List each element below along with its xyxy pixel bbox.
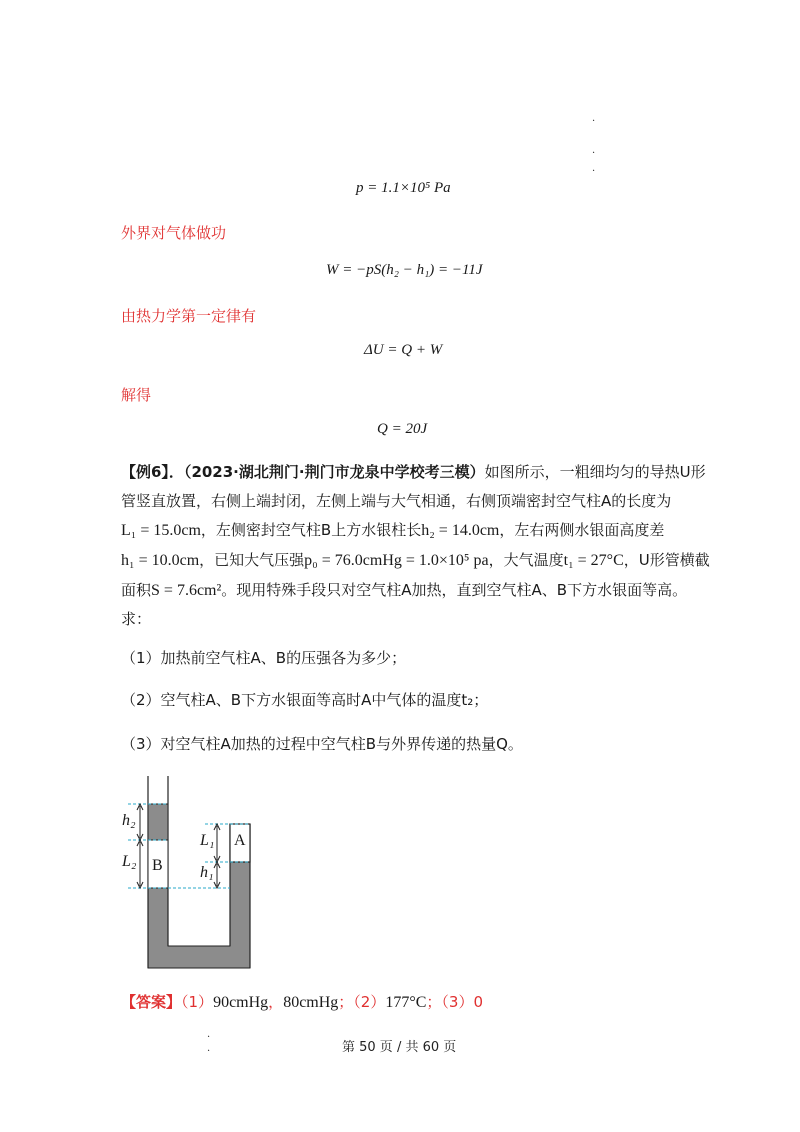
decorative-dot: · [592,148,596,159]
math-t1: t₁ = 27°C [563,552,624,569]
mercury-column-h2 [148,804,168,840]
example-line4-text: ，已知大气压强 [199,551,305,569]
example-line-2: 管竖直放置，右侧上端封闭，左侧上端与大气相通，右侧顶端密封空气柱A的长度为 [121,492,672,510]
example-line5-text: 面积 [121,581,152,599]
example-line4-text3: ，U形管横截 [623,551,710,569]
answer-line [121,992,483,1013]
example-line-6: 求： [121,610,152,628]
figure-label-h2: h₂ [122,812,136,829]
math-h1: h₁ = 10.0cm [121,552,200,569]
example-line-3 [121,520,664,541]
example-line4-text2: ，大气温度 [488,551,564,569]
equation-first-law: ΔU = Q + W [364,342,443,358]
decorative-dot: · [592,116,596,127]
figure-label-h1: h₁ [200,864,214,881]
example-line-4 [121,550,710,571]
page-number-footer: 第 50 页 / 共 60 页 [342,1040,457,1055]
answer-part-3: ；（3）0 [426,993,484,1011]
equation-heat: Q = 20J [377,421,428,437]
example-line5-text2: 。现用特殊手段只对空气柱A加热，直到空气柱A、B下方水银面等高。 [221,581,688,599]
answer-value-2: 80cmHg [283,994,339,1011]
example-line3-text2: ，左右两侧水银面高度差 [499,521,665,539]
math-h2: h₂ = 14.0cm [421,522,500,539]
answer-value-3: 177°C [385,994,427,1011]
example-line3-text: ，左侧密封空气柱B上方水银柱长 [200,521,422,539]
figure-label-A: A [234,832,246,849]
label-first-law: 由热力学第一定律有 [121,307,257,325]
math-S: S = 7.6cm² [151,582,222,599]
answer-part-2: ；（2） [338,993,386,1011]
decorative-dot: · [207,1032,211,1043]
label-solve: 解得 [121,386,152,404]
answer-tag: 【答案】 [121,993,182,1011]
answer-part: （1） [181,993,214,1011]
example-line-5 [121,580,687,601]
question-2: （2）空气柱A、B下方水银面等高时A中气体的温度t₂； [121,691,489,709]
equation-work: W = −pS(h₂ − h₁) = −11J [326,262,483,278]
figure-label-L2: L₂ [122,853,137,870]
label-work: 外界对气体做功 [121,224,227,242]
answer-value-1: 90cmHg [213,994,269,1011]
example-line1-rest: 如图所示，一粗细均匀的导热U形 [484,463,706,481]
figure-label-L1: L₁ [200,832,215,849]
u-tube-diagram [110,770,280,975]
decorative-dot: · [592,166,596,177]
question-3: （3）对空气柱A加热的过程中空气柱B与外界传递的热量Q。 [121,735,523,753]
example-line-1 [121,462,706,482]
answer-sep: ， [268,993,284,1011]
equation-pressure: p = 1.1×10⁵ Pa [356,180,451,196]
math-L1: L₁ = 15.0cm [121,522,201,539]
figure-label-B: B [152,857,163,874]
math-p0: p₀ = 76.0cmHg = 1.0×10⁵ pa [304,552,489,569]
question-1: （1）加热前空气柱A、B的压强各为多少； [121,649,407,667]
example-tag: 【例6】．（2023·湖北荆门·荆门市龙泉中学校考三模） [121,463,485,481]
decorative-dot: · [207,1046,211,1057]
